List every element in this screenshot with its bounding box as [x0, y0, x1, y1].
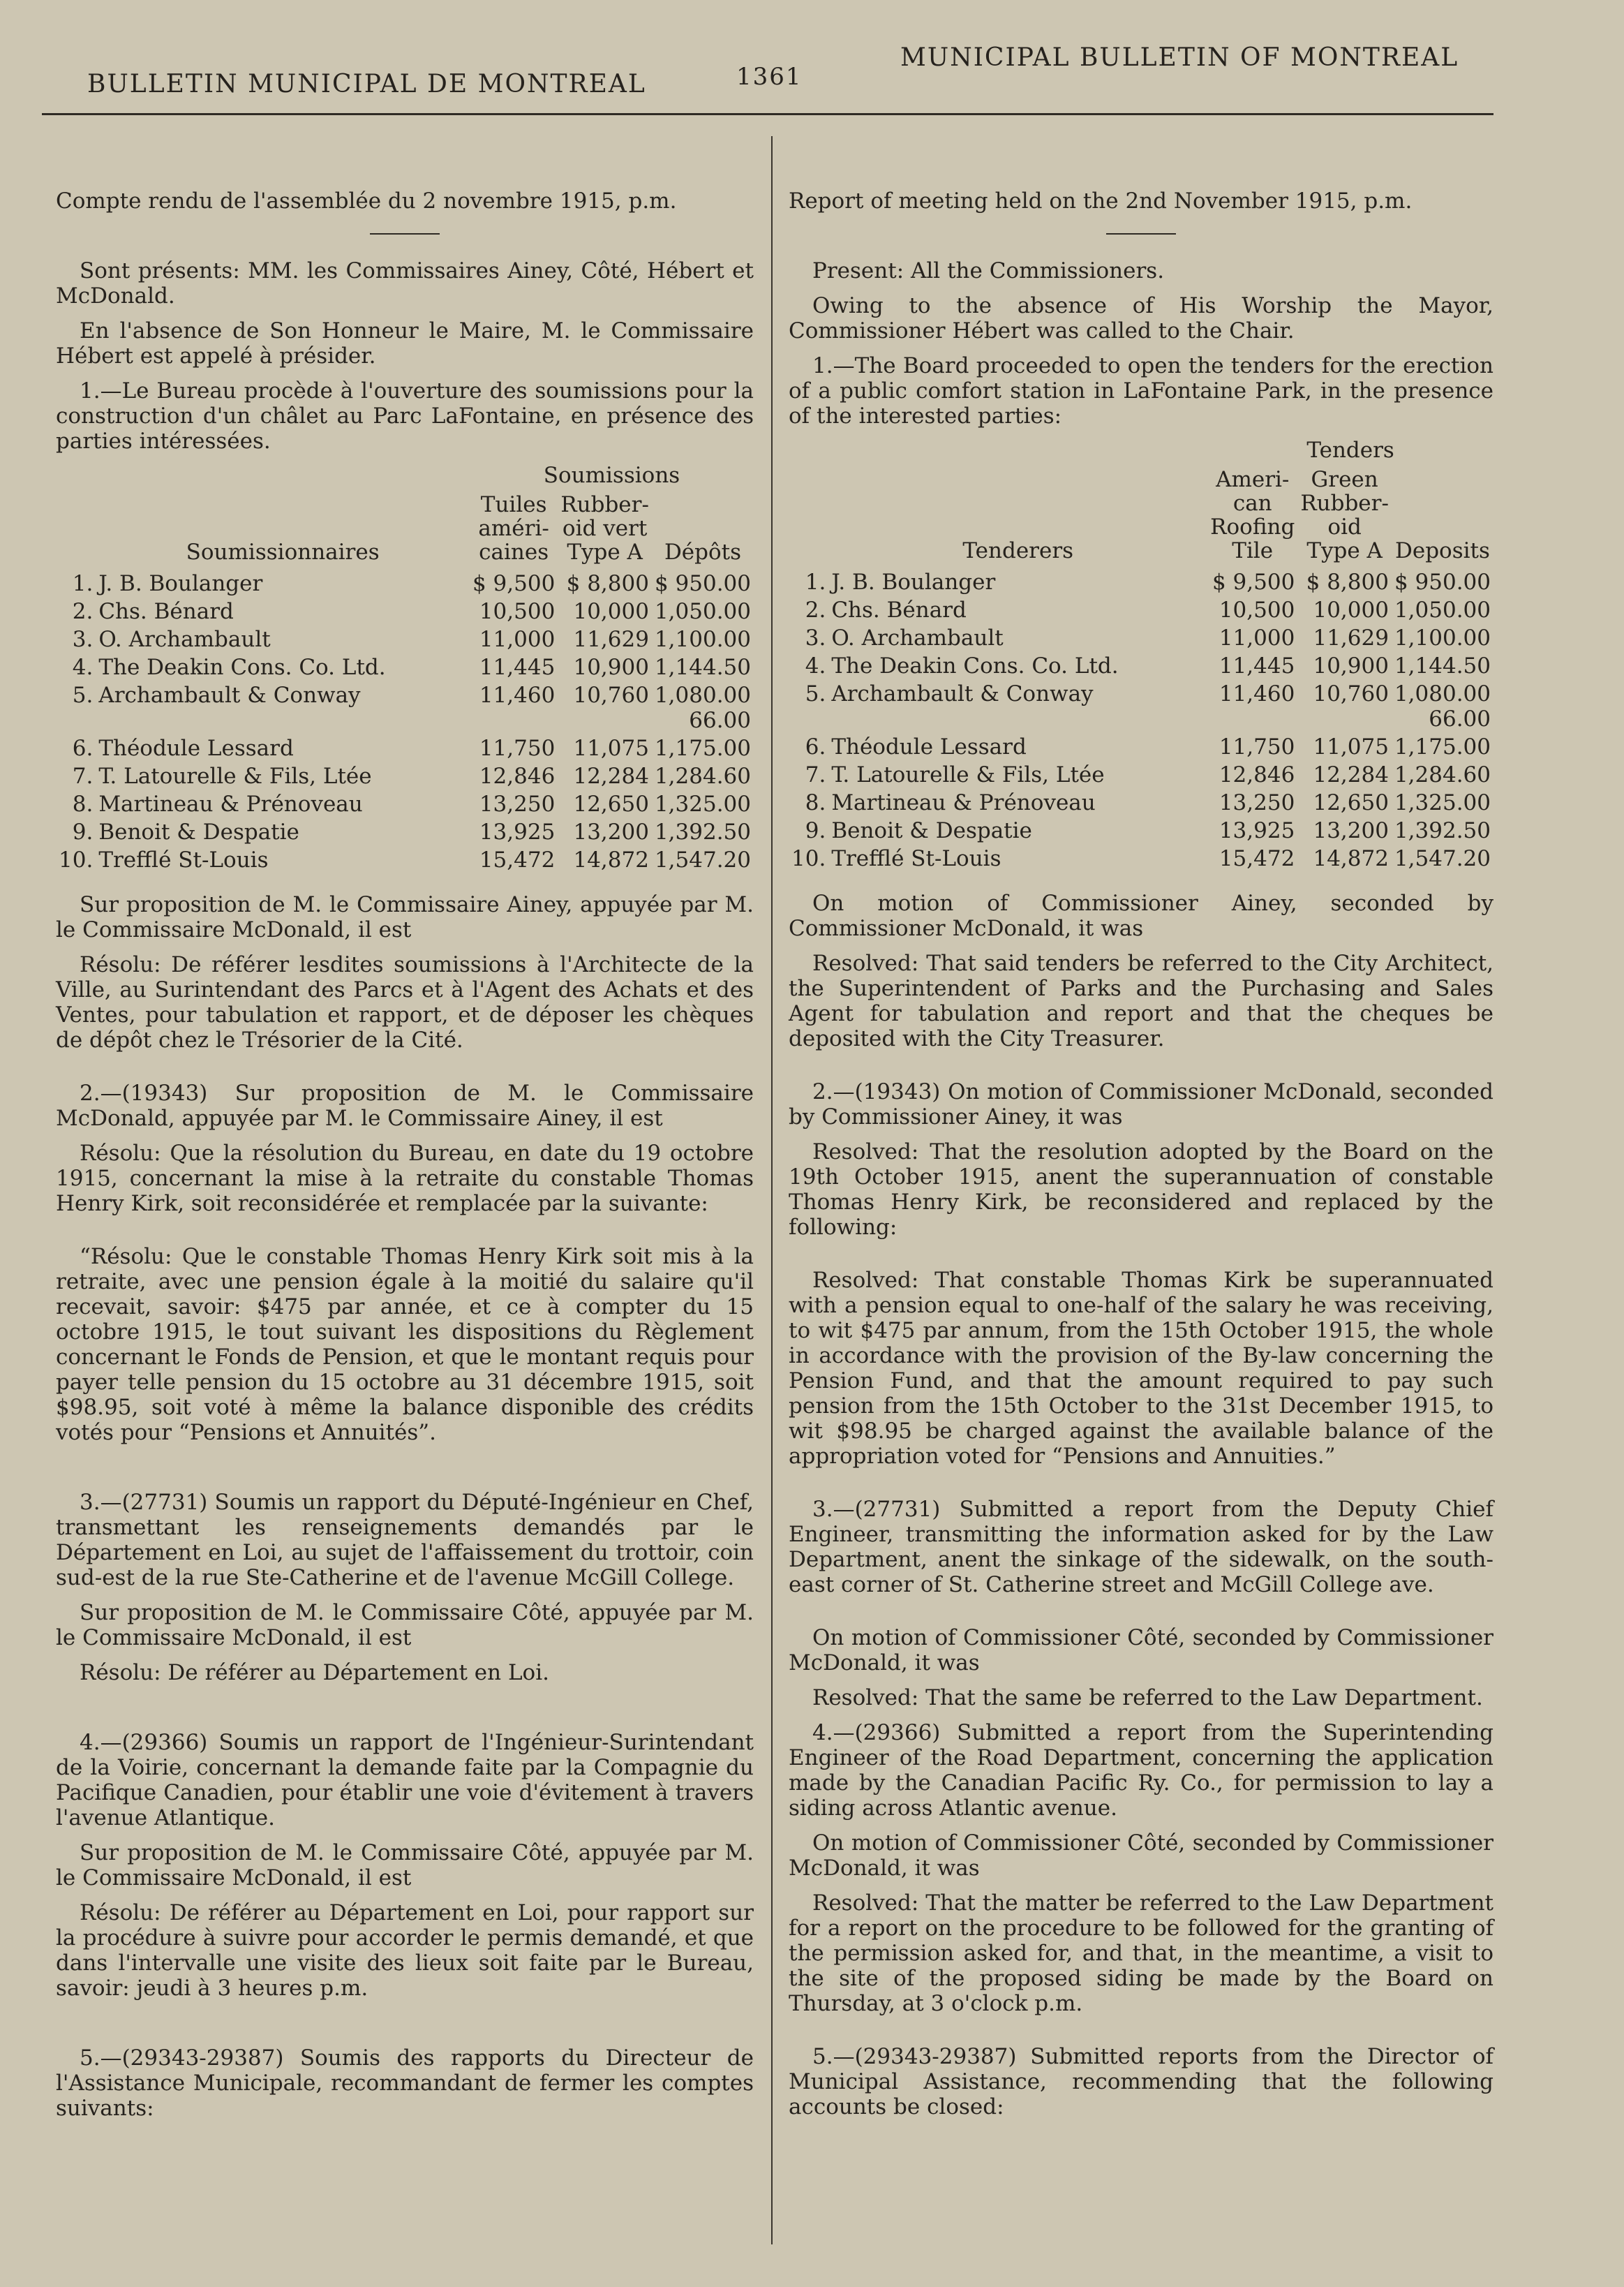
- deposit-amount: 1,100.00: [654, 627, 751, 652]
- deposit-amount: $ 950.00: [1394, 570, 1491, 595]
- row-number: 6.: [72, 736, 94, 761]
- fr-motion-1: Sur proposition de M. le Commissaire Ainey, appuyée par M. le Commissaire McDonald, il est: [56, 892, 754, 942]
- tender-value-1: 15,472: [1219, 846, 1295, 871]
- en-resolution-1: Resolved: That said tenders be referred to the City Architect, the Superintendent of Parks and the Purchasing and Sales Agent for tabulation and report and that the cheques be deposited with the City Treasurer.: [789, 951, 1493, 1051]
- tenderer-name: T. Latourelle & Fils, Ltée: [98, 764, 372, 789]
- en-table-body: [789, 568, 1493, 873]
- tender-value-2: 10,900: [573, 655, 649, 680]
- row-number: 4.: [72, 655, 94, 680]
- fr-item-2: 2.—(19343) Sur proposition de M. le Commissaire McDonald, appuyée par M. le Commissaire Ainey, il est: [56, 1081, 754, 1131]
- en-quoted-resolution: Resolved: That constable Thomas Kirk be superannuated with a pension equal to one-half of the salary he was receiving, to wit $475 par annum, from the 15th October 1915, the whole in accordance with the provision of the By-law concerning the Pension Fund, and that the amount required to pay such pension from the 15th October to the 31st December 1915, to wit $98.95 be charged against the available balance of the appropriation voted for “Pensions and Annuities.”: [789, 1268, 1493, 1469]
- table-row: [56, 790, 754, 818]
- tenderer-name: Trefflé St-Louis: [98, 848, 269, 873]
- fr-col-name: Soumissionnaires: [186, 540, 380, 565]
- header-right-title: MUNICIPAL BULLETIN OF MONTREAL: [900, 43, 1459, 72]
- tender-value-1: 15,472: [479, 848, 556, 873]
- en-item-2: 2.—(19343) On motion of Commissioner McDonald, seconded by Commissioner Ainey, it was: [789, 1079, 1493, 1130]
- tender-value-2: 11,629: [1313, 626, 1389, 651]
- tenderer-name: Archambault & Conway: [831, 681, 1094, 706]
- tenderer-name: Archambault & Conway: [98, 683, 361, 708]
- tender-value-2: 10,000: [1313, 598, 1389, 623]
- fr-motion-3: Sur proposition de M. le Commissaire Côté, appuyée par M. le Commissaire McDonald, il est: [56, 1600, 754, 1650]
- tender-value-1: 13,250: [479, 792, 556, 817]
- french-column: [56, 161, 754, 2131]
- tenderer-name: Benoit & Despatie: [831, 818, 1032, 843]
- tender-value-2: $ 8,800: [566, 571, 649, 596]
- row-number: 4.: [805, 653, 826, 679]
- en-item-1: 1.—The Board proceeded to open the tenders for the erection of a public comfort station in LaFontaine Park, in the presence of the interested parties:: [789, 353, 1493, 429]
- tenderer-name: Théodule Lessard: [831, 734, 1027, 760]
- tender-value-1: 11,750: [479, 736, 556, 761]
- row-number: 1.: [72, 571, 94, 596]
- deposit-amount: 1,050.00: [654, 599, 751, 624]
- deposit-amount: 1,547.20: [654, 848, 751, 873]
- deposit-value: [1392, 568, 1493, 596]
- table-row: [789, 652, 1493, 680]
- deposit-value: [1392, 845, 1493, 873]
- deposit-amount: 1,325.00: [654, 792, 751, 817]
- tender-value-1: 11,445: [479, 655, 556, 680]
- en-item-5: 5.—(29343-29387) Submitted reports from the Director of Municipal Assistance, recommending that the following accounts be closed:: [789, 2044, 1493, 2119]
- deposit-value: [652, 626, 754, 653]
- tender-value-2: 13,200: [1313, 818, 1389, 843]
- english-column: [789, 161, 1493, 2129]
- fr-attendance: Sont présents: MM. les Commissaires Ainey, Côté, Hébert et McDonald.: [56, 258, 754, 309]
- table-row: [789, 817, 1493, 845]
- table-row: [789, 845, 1493, 873]
- tender-value-1: 11,750: [1219, 734, 1295, 760]
- table-row: [789, 680, 1493, 733]
- deposit-extra: 66.00: [1429, 706, 1491, 732]
- tenderer-name: O. Archambault: [98, 627, 271, 652]
- tender-value-2: 12,284: [573, 764, 649, 789]
- deposit-amount: 1,175.00: [1394, 734, 1491, 760]
- row-number: 6.: [805, 734, 826, 760]
- header-rule: [42, 113, 1493, 115]
- tender-value-1: 11,000: [1219, 626, 1295, 651]
- tenderer-name: Chs. Bénard: [98, 599, 234, 624]
- tender-value-1: 11,460: [1219, 681, 1295, 706]
- tender-value-2: 12,650: [1313, 790, 1389, 815]
- row-number: 3.: [72, 627, 94, 652]
- deposit-value: [652, 598, 754, 626]
- tender-value-1: 11,445: [1219, 653, 1295, 679]
- deposit-value: [1392, 789, 1493, 817]
- row-number: 2.: [72, 599, 94, 624]
- en-meeting-title: Report of meeting held on the 2nd November 1915, p.m.: [789, 188, 1413, 214]
- tender-value-1: 13,925: [1219, 818, 1295, 843]
- table-row: [56, 818, 754, 846]
- tender-value-1: 11,460: [479, 683, 556, 708]
- row-number: 3.: [805, 626, 826, 651]
- table-row: [56, 626, 754, 653]
- en-col-2: Green Rubber-oid Type A: [1300, 467, 1389, 563]
- row-number: 7.: [805, 762, 826, 787]
- tenderer-name: J. B. Boulanger: [98, 571, 263, 596]
- fr-meeting-title: Compte rendu de l'assemblée du 2 novembre 1915, p.m.: [56, 188, 677, 214]
- deposit-amount: 1,392.50: [1394, 818, 1491, 843]
- tender-value-2: 14,872: [573, 848, 649, 873]
- fr-motion-4: Sur proposition de M. le Commissaire Côté, appuyée par M. le Commissaire McDonald, il est: [56, 1840, 754, 1890]
- deposit-extra: 66.00: [689, 708, 751, 733]
- tender-value-1: $ 9,500: [1212, 570, 1295, 595]
- tender-value-2: 11,075: [573, 736, 649, 761]
- fr-chair: En l'absence de Son Honneur le Maire, M. le Commissaire Hébert est appelé à présider.: [56, 318, 754, 369]
- tenderer-name: The Deakin Cons. Co. Ltd.: [98, 655, 386, 680]
- tenderer-name: Martineau & Prénoveau: [98, 792, 363, 817]
- en-motion-4: On motion of Commissioner Côté, seconded by Commissioner McDonald, it was: [789, 1830, 1493, 1881]
- tenderer-name: Benoit & Despatie: [98, 820, 299, 845]
- row-number: 2.: [805, 598, 826, 623]
- fr-resolution-1: Résolu: De référer lesdites soumissions à l'Architecte de la Ville, au Surintendant des Parcs et à l'Agent des Achats et des Ventes, pour tabulation et rapport, et de déposer les chèques de dépôt chez le Trésorier de la Cité.: [56, 952, 754, 1053]
- en-table-group-header: Tenders: [1306, 438, 1394, 463]
- deposit-amount: 1,325.00: [1394, 790, 1491, 815]
- fr-resolution-3: Résolu: De référer au Département en Loi.: [80, 1660, 549, 1685]
- page-number: 1361: [736, 63, 803, 91]
- header-left-title: BULLETIN MUNICIPAL DE MONTREAL: [87, 70, 646, 98]
- en-resolution-3: Resolved: That the same be referred to the Law Department.: [812, 1685, 1483, 1710]
- tender-value-2: 11,075: [1313, 734, 1389, 760]
- deposit-amount: $ 950.00: [654, 571, 751, 596]
- fr-title-rule: [370, 233, 440, 235]
- fr-col-3: Dépôts: [664, 540, 742, 565]
- deposit-amount: 1,284.60: [1394, 762, 1491, 787]
- tenderer-name: Martineau & Prénoveau: [831, 790, 1096, 815]
- en-tenders-table: [789, 438, 1493, 873]
- row-number: 9.: [72, 820, 94, 845]
- table-row: [56, 734, 754, 762]
- fr-item-1: 1.—Le Bureau procède à l'ouverture des soumissions pour la construction d'un châlet au Parc LaFontaine, en présence des parties intéressées.: [56, 378, 754, 454]
- tender-value-2: 11,629: [573, 627, 649, 652]
- table-row: [56, 653, 754, 681]
- row-number: 10.: [791, 846, 826, 871]
- en-resolution-2: Resolved: That the resolution adopted by the Board on the 19th October 1915, anent the superannuation of constable Thomas Henry Kirk, be reconsidered and replaced by the following:: [789, 1139, 1493, 1240]
- deposit-amount: 1,144.50: [654, 655, 751, 680]
- tender-value-2: $ 8,800: [1306, 570, 1389, 595]
- en-motion-1: On motion of Commissioner Ainey, seconded by Commissioner McDonald, it was: [789, 891, 1493, 941]
- en-col-3: Deposits: [1395, 538, 1490, 563]
- tender-value-1: 12,846: [479, 764, 556, 789]
- deposit-amount: 1,392.50: [654, 820, 751, 845]
- deposit-value: [1392, 624, 1493, 652]
- table-row: [789, 568, 1493, 596]
- en-col-name: Tenderers: [962, 538, 1074, 563]
- table-row: [789, 789, 1493, 817]
- fr-item-4: 4.—(29366) Soumis un rapport de l'Ingénieur-Surintendant de la Voirie, concernant la demande faite par la Compagnie du Pacifique Canadien, pour établir une voie d'évitement à travers l'avenue Atlantique.: [56, 1730, 754, 1830]
- row-number: 9.: [805, 818, 826, 843]
- table-row: [56, 846, 754, 874]
- tender-value-2: 10,760: [1313, 681, 1389, 706]
- column-divider: [771, 136, 773, 2244]
- tender-value-1: 13,250: [1219, 790, 1295, 815]
- en-title-rule: [1106, 233, 1176, 235]
- deposit-amount: 1,175.00: [654, 736, 751, 761]
- row-number: 7.: [72, 764, 94, 789]
- table-row: [789, 624, 1493, 652]
- tenderer-name: J. B. Boulanger: [831, 570, 996, 595]
- en-motion-3: On motion of Commissioner Côté, seconded by Commissioner McDonald, it was: [789, 1625, 1493, 1675]
- deposit-value: [1392, 817, 1493, 845]
- en-attendance: Present: All the Commissioners.: [812, 258, 1165, 283]
- en-resolution-4: Resolved: That the matter be referred to the Law Department for a report on the procedure to be followed for the granting of the permission asked for, and that, in the meantime, a visit to the site of the proposed siding be made by the Board on Thursday, at 3 o'clock p.m.: [789, 1890, 1493, 2016]
- tender-value-1: $ 9,500: [472, 571, 556, 596]
- deposit-amount: 1,080.00: [1394, 681, 1491, 706]
- fr-col-2: Rubber-oid vert Type A: [560, 492, 649, 565]
- deposit-amount: 1,144.50: [1394, 653, 1491, 679]
- row-number: 5.: [805, 681, 826, 706]
- tenderer-name: O. Archambault: [831, 626, 1004, 651]
- deposit-value: [652, 570, 754, 598]
- fr-resolution-2: Résolu: Que la résolution du Bureau, en date du 19 octobre 1915, concernant la mise à la retraite du constable Thomas Henry Kirk, soit reconsidérée et remplacée par la suivante:: [56, 1141, 754, 1216]
- tenderer-name: T. Latourelle & Fils, Ltée: [831, 762, 1105, 787]
- fr-resolution-4: Résolu: De référer au Département en Loi, pour rapport sur la procédure à suivre pour accorder le permis demandé, et que dans l'intervalle une visite des lieux soit faite par le Bureau, savoir: jeudi à 3 heures p.m.: [56, 1900, 754, 2001]
- fr-table-body: [56, 570, 754, 874]
- deposit-value: [652, 681, 754, 734]
- table-row: [789, 596, 1493, 624]
- tenderer-name: Trefflé St-Louis: [831, 846, 1001, 871]
- tender-value-2: 10,760: [573, 683, 649, 708]
- tender-value-2: 12,284: [1313, 762, 1389, 787]
- tenderer-name: Chs. Bénard: [831, 598, 967, 623]
- deposit-amount: 1,547.20: [1394, 846, 1491, 871]
- deposit-value: [652, 653, 754, 681]
- en-item-3: 3.—(27731) Submitted a report from the Deputy Chief Engineer, transmitting the information asked for by the Law Department, anent the sinkage of the sidewalk, on the south-east corner of St. Catherine street and McGill College ave.: [789, 1497, 1493, 1597]
- tender-value-1: 10,500: [1219, 598, 1295, 623]
- deposit-amount: 1,080.00: [654, 683, 751, 708]
- deposit-amount: 1,050.00: [1394, 598, 1491, 623]
- deposit-value: [1392, 733, 1493, 761]
- deposit-value: [1392, 596, 1493, 624]
- deposit-value: [652, 734, 754, 762]
- deposit-value: [1392, 680, 1493, 733]
- table-row: [56, 762, 754, 790]
- deposit-value: [652, 790, 754, 818]
- table-row: [789, 761, 1493, 789]
- tender-value-1: 13,925: [479, 820, 556, 845]
- deposit-value: [652, 818, 754, 846]
- tender-value-2: 10,000: [573, 599, 649, 624]
- en-chair: Owing to the absence of His Worship the Mayor, Commissioner Hébert was called to the Chair.: [789, 293, 1493, 343]
- tenderer-name: Théodule Lessard: [98, 736, 294, 761]
- en-item-4: 4.—(29366) Submitted a report from the Superintending Engineer of the Road Department, concerning the application made by the Canadian Pacific Ry. Co., for permission to lay a siding across Atlantic avenue.: [789, 1720, 1493, 1821]
- table-row: [56, 681, 754, 734]
- deposit-value: [1392, 652, 1493, 680]
- fr-col-1: Tuiles améri-caines: [478, 492, 549, 565]
- table-row: [789, 733, 1493, 761]
- en-col-1: Ameri-can Roofing Tile: [1210, 467, 1295, 563]
- row-number: 5.: [72, 683, 94, 708]
- tender-value-2: 10,900: [1313, 653, 1389, 679]
- row-number: 10.: [59, 848, 94, 873]
- deposit-amount: 1,100.00: [1394, 626, 1491, 651]
- fr-tenders-table: [56, 464, 754, 874]
- fr-item-5: 5.—(29343-29387) Soumis des rapports du Directeur de l'Assistance Municipale, recommandant de fermer les comptes suivants:: [56, 2045, 754, 2121]
- tender-value-2: 14,872: [1313, 846, 1389, 871]
- fr-table-group-header: Soumissions: [543, 463, 680, 488]
- deposit-value: [652, 846, 754, 874]
- fr-item-3: 3.—(27731) Soumis un rapport du Député-Ingénieur en Chef, transmettant les renseignements demandés par le Département en Loi, au sujet de l'affaissement du trottoir, coin sud-est de la rue Ste-Catherine et de l'avenue McGill College.: [56, 1490, 754, 1590]
- deposit-amount: 1,284.60: [654, 764, 751, 789]
- row-number: 1.: [805, 570, 826, 595]
- tender-value-1: 11,000: [479, 627, 556, 652]
- tender-value-2: 13,200: [573, 820, 649, 845]
- row-number: 8.: [72, 792, 94, 817]
- deposit-value: [652, 762, 754, 790]
- tender-value-1: 10,500: [479, 599, 556, 624]
- tenderer-name: The Deakin Cons. Co. Ltd.: [831, 653, 1119, 679]
- row-number: 8.: [805, 790, 826, 815]
- table-row: [56, 598, 754, 626]
- fr-quoted-resolution: “Résolu: Que le constable Thomas Henry Kirk soit mis à la retraite, avec une pension égale à la moitié du salaire qu'il recevait, savoir: $475 par année, et ce à compter du 15 octobre 1915, le tout suivant les dispositions du Règlement concernant le Fonds de Pension, et que le montant requis pour payer telle pension du 15 octobre au 31 décembre 1915, soit $98.95, soit voté à même la balance disponible des crédits votés pour “Pensions et Annuités”.: [56, 1244, 754, 1445]
- tender-value-2: 12,650: [573, 792, 649, 817]
- deposit-value: [1392, 761, 1493, 789]
- tender-value-1: 12,846: [1219, 762, 1295, 787]
- table-row: [56, 570, 754, 598]
